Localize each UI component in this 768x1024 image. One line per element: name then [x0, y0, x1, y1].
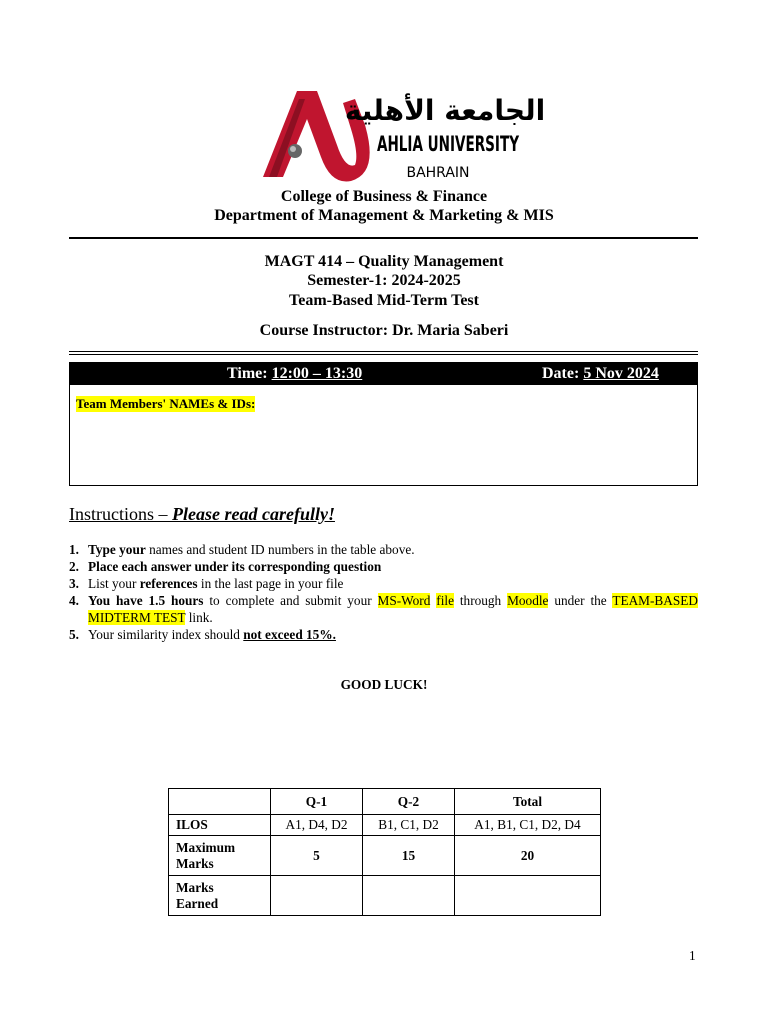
table-cell: A1, B1, C1, D2, D4: [455, 815, 601, 836]
header-divider: [69, 237, 698, 239]
ahlia-logo-mark: [255, 85, 546, 185]
exam-date: Date: 5 Nov 2024: [542, 365, 659, 382]
instructions-list: [69, 541, 698, 643]
instructions-title: Instructions – Please read carefully!: [69, 504, 335, 524]
table-cell: 15: [363, 836, 455, 876]
table-row-label: ILOS: [169, 815, 271, 836]
table-header-cell: [169, 789, 271, 815]
logo-english-text: AHLIA UNIVERSITY: [377, 132, 520, 156]
table-cell[interactable]: [271, 876, 363, 916]
good-luck-text: GOOD LUCK!: [340, 677, 428, 692]
time-date-bar: [70, 363, 697, 385]
exam-info-box: [69, 362, 698, 486]
table-row-label: Maximum Marks: [169, 836, 271, 876]
list-item: 5. Your similarity index should not exceed 15%.: [69, 627, 336, 642]
exam-time: Time: 12:00 – 13:30: [227, 365, 363, 382]
department-name: Department of Management & Marketing & MIS: [214, 207, 554, 224]
table-header-cell: Total: [455, 789, 601, 815]
table-cell: A1, D4, D2: [271, 815, 363, 836]
list-item: 3. List your references in the last page in your file: [69, 576, 344, 591]
list-item: 1. Type your names and student ID numbers in the table above.: [69, 542, 415, 557]
table-row: [169, 815, 601, 836]
page-number: 1: [689, 948, 696, 963]
table-row: [169, 789, 601, 815]
table-cell: 20: [455, 836, 601, 876]
table-row-label: Marks Earned: [169, 876, 271, 916]
logo-location-text: BAHRAIN: [406, 165, 470, 181]
table-cell[interactable]: [455, 876, 601, 916]
university-logo: [255, 85, 546, 185]
table-header-cell: Q-1: [271, 789, 363, 815]
course-instructor: Course Instructor: Dr. Maria Saberi: [259, 322, 509, 339]
course-title: MAGT 414 – Quality Management: [264, 253, 504, 270]
table-row: [169, 876, 601, 916]
table-cell[interactable]: [363, 876, 455, 916]
table-cell: B1, C1, D2: [363, 815, 455, 836]
team-members-label: Team Members' NAMEs & IDs:: [76, 396, 256, 411]
table-header-cell: Q-2: [363, 789, 455, 815]
double-divider: [69, 351, 698, 355]
list-item: 4. You have 1.5 hours to complete and submit your MS-Word file through Moodle under the TEAM-BASED MIDTERM TEST link.: [69, 593, 699, 625]
logo-arabic-text: الجامعة الأهلية: [344, 94, 546, 127]
table-cell: 5: [271, 836, 363, 876]
marks-table: [168, 788, 601, 916]
list-item: 2. Place each answer under its corresponding question: [69, 559, 382, 574]
test-title: Team-Based Mid-Term Test: [289, 292, 479, 309]
table-row: [169, 836, 601, 876]
semester-line: Semester-1: 2024-2025: [307, 272, 461, 289]
college-name: College of Business & Finance: [280, 188, 488, 205]
